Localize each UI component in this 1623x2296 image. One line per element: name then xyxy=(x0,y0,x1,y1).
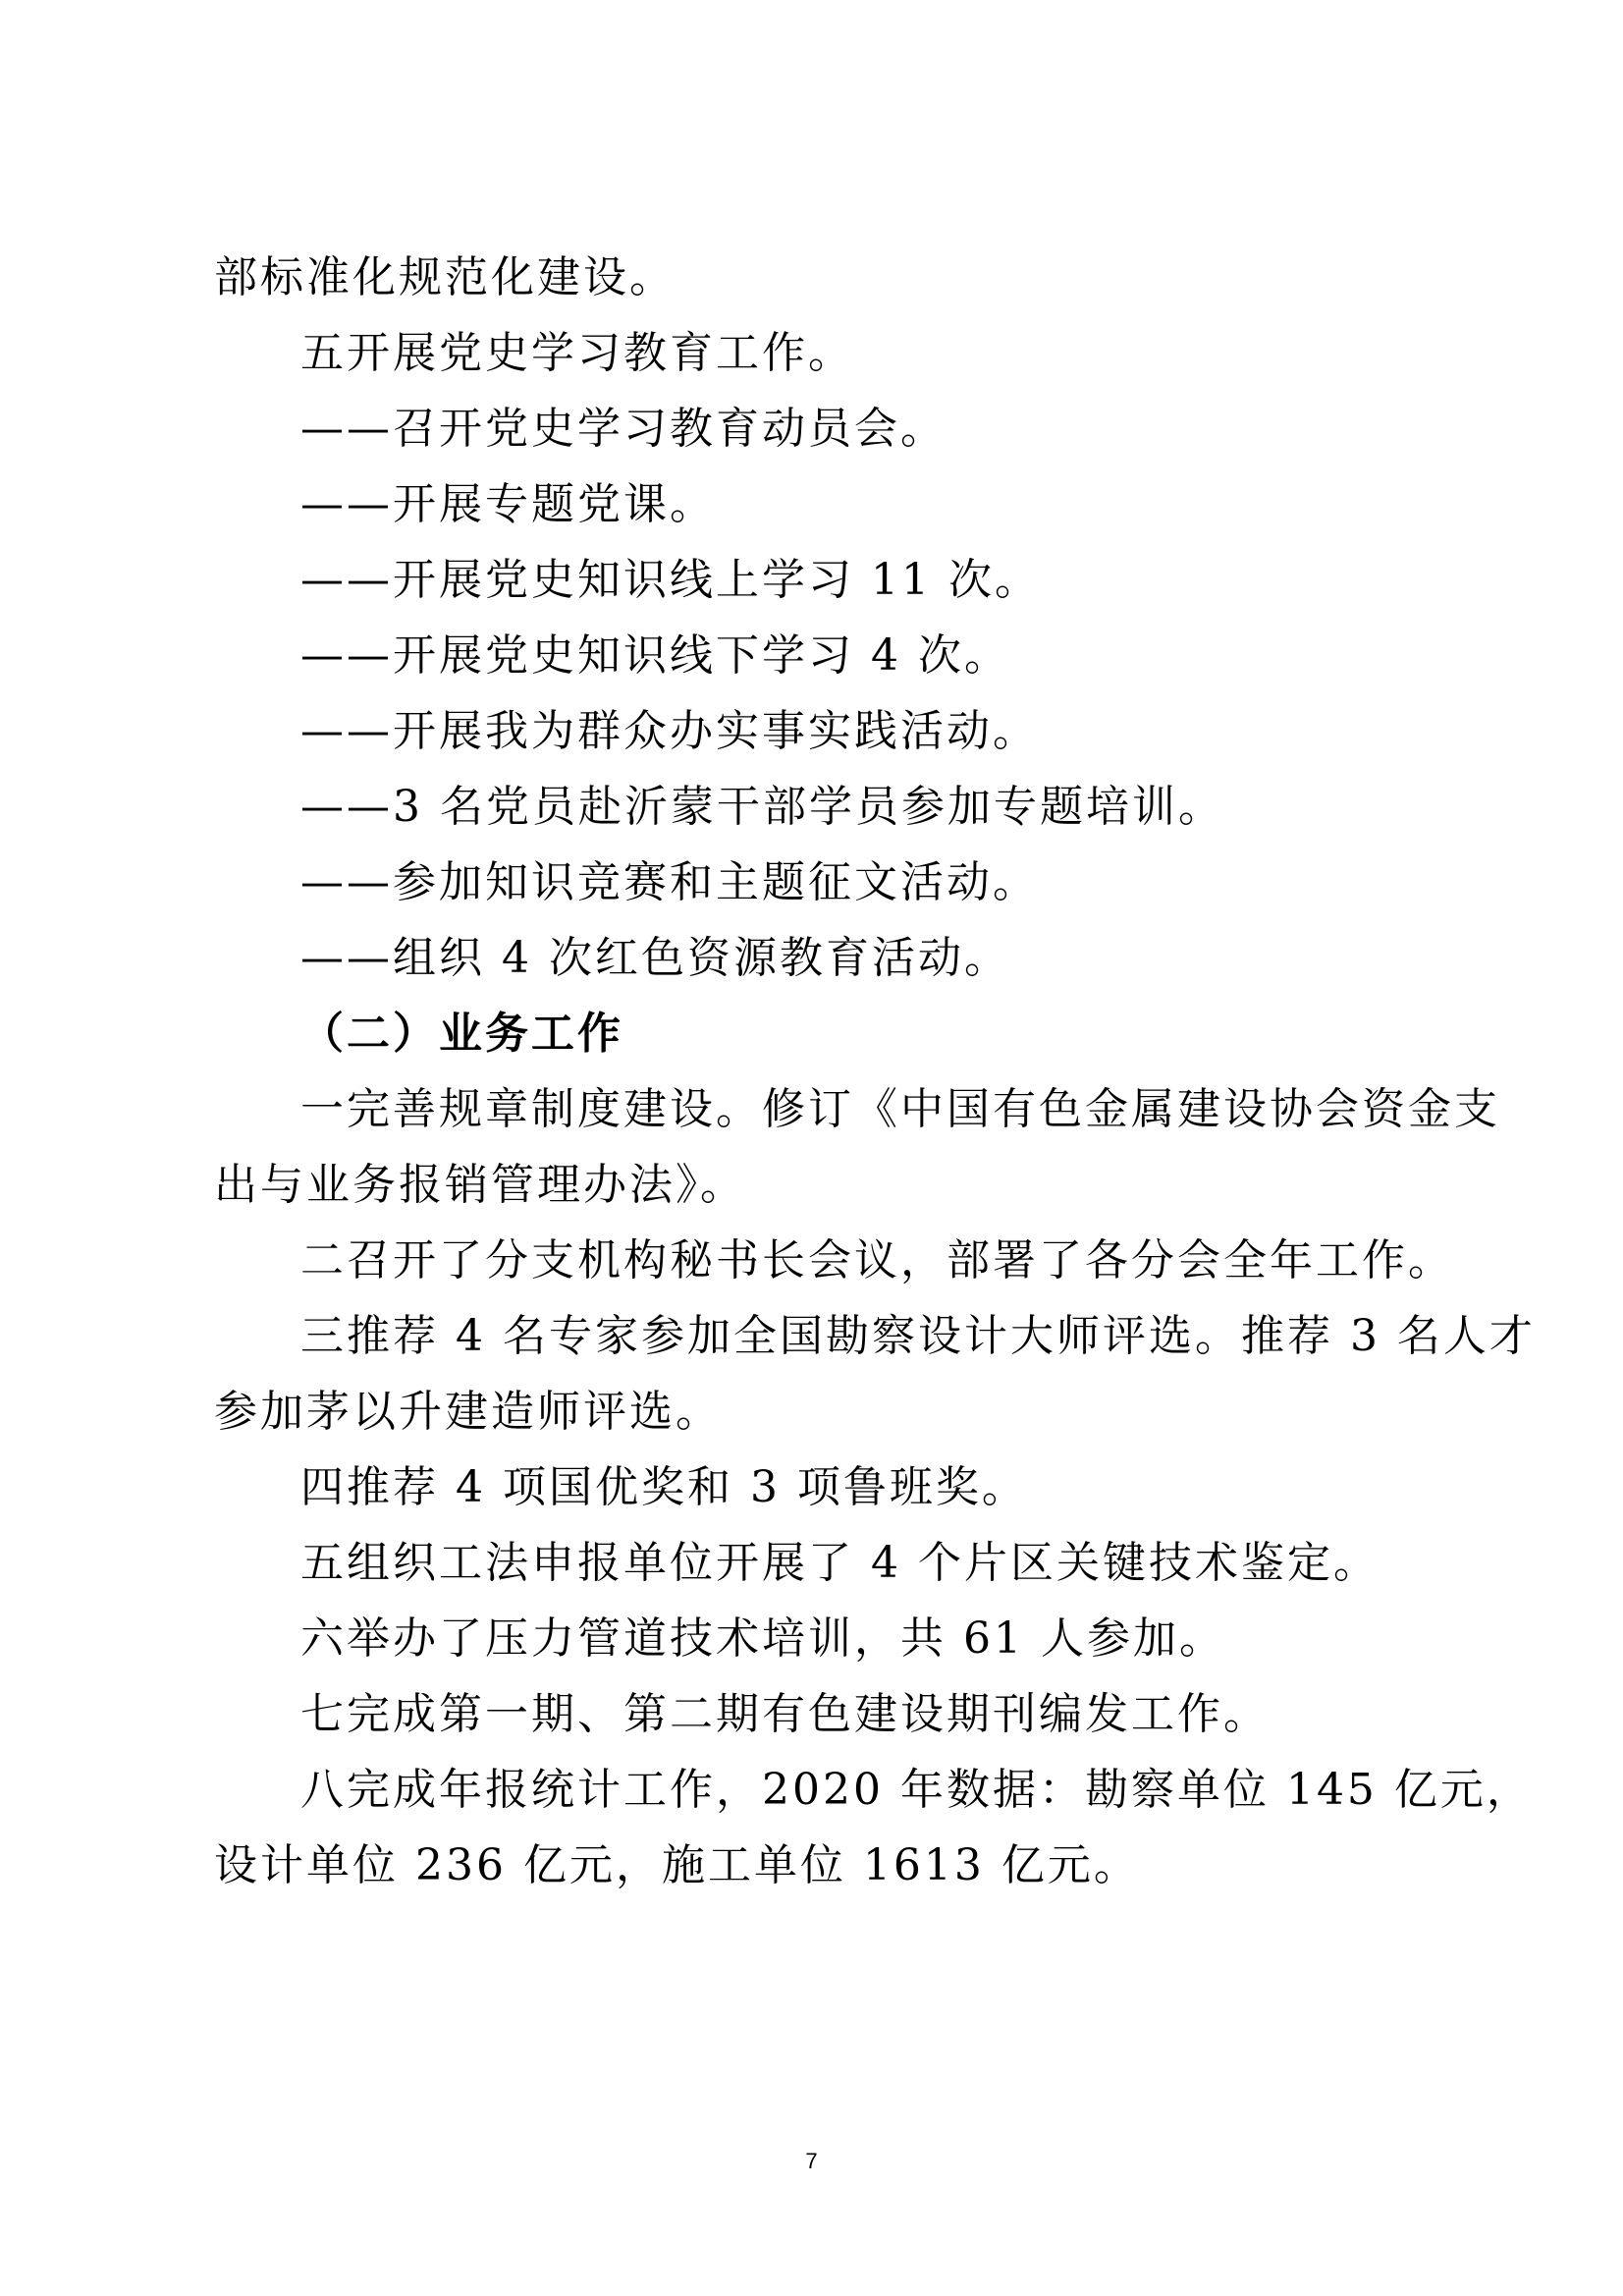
list-item: ——开展党史知识线上学习 11 次。 xyxy=(300,555,1041,605)
text-line: 八完成年报统计工作，2020 年数据：勘察单位 145 亿元， xyxy=(300,1765,1533,1815)
list-item: ——组织 4 次红色资源教育活动。 xyxy=(300,933,1010,983)
text-line: 二召开了分支机构秘书长会议，部署了各分会全年工作。 xyxy=(300,1235,1454,1285)
list-item: ——开展党史知识线下学习 4 次。 xyxy=(300,630,1010,681)
text-line: 参加茅以升建造师评选。 xyxy=(214,1387,722,1437)
text-line: 设计单位 236 亿元，施工单位 1613 亿元。 xyxy=(214,1840,1140,1890)
section-heading: （二）业务工作 xyxy=(300,1009,623,1059)
text-line: 五开展党史学习教育工作。 xyxy=(300,328,854,378)
page-number: 7 xyxy=(805,2149,818,2173)
text-line: 七完成第一期、第二期有色建设期刊编发工作。 xyxy=(300,1689,1270,1739)
text-line: 三推荐 4 名专家参加全国勘察设计大师评选。推荐 3 名人才 xyxy=(300,1311,1536,1361)
text-line: 一完善规章制度建设。修订《中国有色金属建设协会资金支 xyxy=(300,1084,1500,1134)
text-line: 四推荐 4 项国优奖和 3 项鲁班奖。 xyxy=(300,1462,1028,1512)
list-item: ——开展我为群众办实事实践活动。 xyxy=(300,706,1039,756)
list-item: ——召开党史学习教育动员会。 xyxy=(300,404,947,454)
text-line: 五组织工法申报单位开展了 4 个片区关键技术鉴定。 xyxy=(300,1538,1380,1588)
list-item: ——3 名党员赴沂蒙干部学员参加专题培训。 xyxy=(300,782,1224,832)
text-line: 部标准化规范化建设。 xyxy=(214,252,676,302)
list-item: ——参加知识竞赛和主题征文活动。 xyxy=(300,857,1039,907)
text-line: 六举办了压力管道技术培训，共 61 人参加。 xyxy=(300,1613,1225,1664)
text-line: 出与业务报销管理办法》。 xyxy=(214,1160,746,1210)
list-item: ——开展专题党课。 xyxy=(300,479,716,529)
